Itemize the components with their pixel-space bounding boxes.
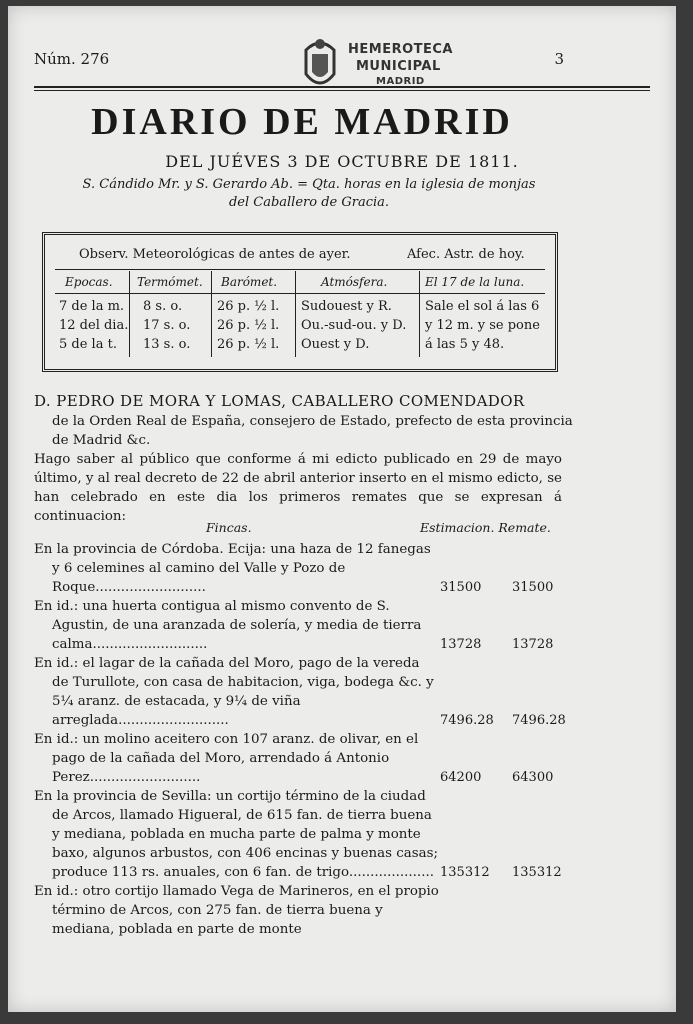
entry-estimacion: 7496.28: [440, 713, 494, 728]
row2-atmos: Ou.-sud-ou. y D.: [301, 318, 407, 333]
crest-icon: [296, 34, 344, 94]
header-rule: [34, 86, 650, 88]
stamp-line-1: HEMEROTECA: [348, 42, 453, 57]
saints-of-day: [44, 176, 574, 212]
meteorological-table: [42, 232, 558, 372]
notice-heading: D. PEDRO DE MORA Y LOMAS, CABALLERO COMENDADOR: [34, 392, 525, 410]
entry-text: En la provincia de Sevilla: un cortijo término de la ciudad de Arcos, llamado Higueral, de 615 fan. de tierra buena y mediana, poblada en mucha parte de palma y monte baxo, algunos arbustos, con 406 encinas y buenas casas; produce 113 rs. anuales, con 6 fan. de trigo....................: [34, 789, 438, 880]
masthead-title: DIARIO DE MADRID: [91, 101, 513, 143]
entry-remate: 31500: [512, 580, 554, 595]
row3-termo: 13 s. o.: [143, 337, 191, 352]
stamp-line-2: MUNICIPAL: [356, 59, 441, 74]
column-divider: [295, 271, 296, 357]
column-divider: [129, 271, 130, 357]
header-epocas: Epocas.: [65, 275, 113, 289]
row2-termo: 17 s. o.: [143, 318, 191, 333]
header-atmosfera: Atmósfera.: [321, 275, 388, 289]
column-header-fincas: Fincas.: [206, 520, 252, 535]
list-item: [34, 597, 562, 654]
notice-intro: Hago saber al público que conforme á mi edicto publicado en 29 de mayo último, y al real decreto de 22 de abril anterior inserto en el mismo edicto, se han celebrado en este dia los primeros remates que se expresan á continuacion:: [34, 452, 562, 524]
entry-estimacion: 135312: [440, 865, 490, 880]
entry-text: En id.: el lagar de la cañada del Moro, pago de la vereda de Turullote, con casa de habitacion, viga, bodega &c. y 5¼ aranz. de estacada, y 9¼ de viña arreglada..........................: [34, 656, 434, 728]
list-item: [34, 654, 566, 730]
row3-epoca: 5 de la t.: [59, 337, 117, 352]
row1-atmos: Sudouest y R.: [301, 299, 392, 314]
auction-entries: [34, 540, 566, 939]
saints-line-1: S. Cándido Mr. y S. Gerardo Ab. = Qta. horas en la iglesia de monjas: [82, 177, 536, 192]
page-number: 3: [554, 50, 564, 68]
column-divider: [419, 271, 420, 357]
entry-estimacion: 64200: [440, 770, 482, 785]
newspaper-page: [8, 6, 676, 1012]
entry-text: En la provincia de Córdoba. Ecija: una haza de 12 fanegas y 6 celemines al camino del Valle y Pozo de Roque..........................: [34, 542, 431, 595]
entry-text: En id.: un molino aceitero con 107 aranz. de olivar, en el pago de la cañada del Moro, arrendado á Antonio Perez..........................: [34, 732, 419, 785]
header-rule-thin: [34, 90, 650, 91]
list-item: [34, 730, 562, 787]
entry-remate: 13728: [512, 637, 554, 652]
row2-baro: 26 p. ½ l.: [217, 318, 280, 333]
entry-estimacion: 31500: [440, 580, 482, 595]
row1-astro: Sale el sol á las 6: [425, 299, 540, 314]
table-rule: [55, 269, 545, 270]
row1-termo: 8 s. o.: [143, 299, 183, 314]
list-item: [34, 787, 562, 882]
astro-caption: Afec. Astr. de hoy.: [407, 247, 525, 262]
row3-baro: 26 p. ½ l.: [217, 337, 280, 352]
row3-atmos: Ouest y D.: [301, 337, 370, 352]
header-termometro: Termómet.: [137, 275, 203, 289]
header-barometro: Barómet.: [221, 275, 278, 289]
column-header-estimacion-remate: Estimacion. Remate.: [420, 520, 551, 535]
header-luna: El 17 de la luna.: [425, 275, 525, 289]
list-item: [34, 540, 562, 597]
saints-line-2: del Caballero de Gracia.: [228, 195, 390, 210]
row2-astro: y 12 m. y se pone: [425, 318, 540, 333]
notice-subheading: de la Orden Real de España, consejero de Estado, prefecto de esta provincia de Madrid &c.: [52, 414, 573, 448]
entry-text: En id.: una huerta contigua al mismo convento de S. Agustin, de una aranzada de solería, y media de tierra calma...........................: [34, 599, 422, 652]
row3-astro: á las 5 y 48.: [425, 337, 505, 352]
entry-remate: 7496.28: [512, 713, 566, 728]
column-divider: [211, 271, 212, 357]
issue-date: DEL JUÉVES 3 DE OCTUBRE DE 1811.: [165, 152, 519, 171]
row1-epoca: 7 de la m.: [59, 299, 125, 314]
meteo-caption: Observ. Meteorológicas de antes de ayer.: [79, 247, 351, 262]
issue-number: Núm. 276: [34, 50, 110, 68]
entry-remate: 135312: [512, 865, 562, 880]
entry-remate: 64300: [512, 770, 554, 785]
stamp-line-3: MADRID: [376, 76, 425, 87]
entry-estimacion: 13728: [440, 637, 482, 652]
list-item: [34, 882, 562, 939]
row2-epoca: 12 del dia.: [59, 318, 129, 333]
row1-baro: 26 p. ½ l.: [217, 299, 280, 314]
entry-text: En id.: otro cortijo llamado Vega de Marineros, en el propio término de Arcos, con 275 fan. de tierra buena y mediana, poblada en parte de monte: [34, 884, 439, 937]
